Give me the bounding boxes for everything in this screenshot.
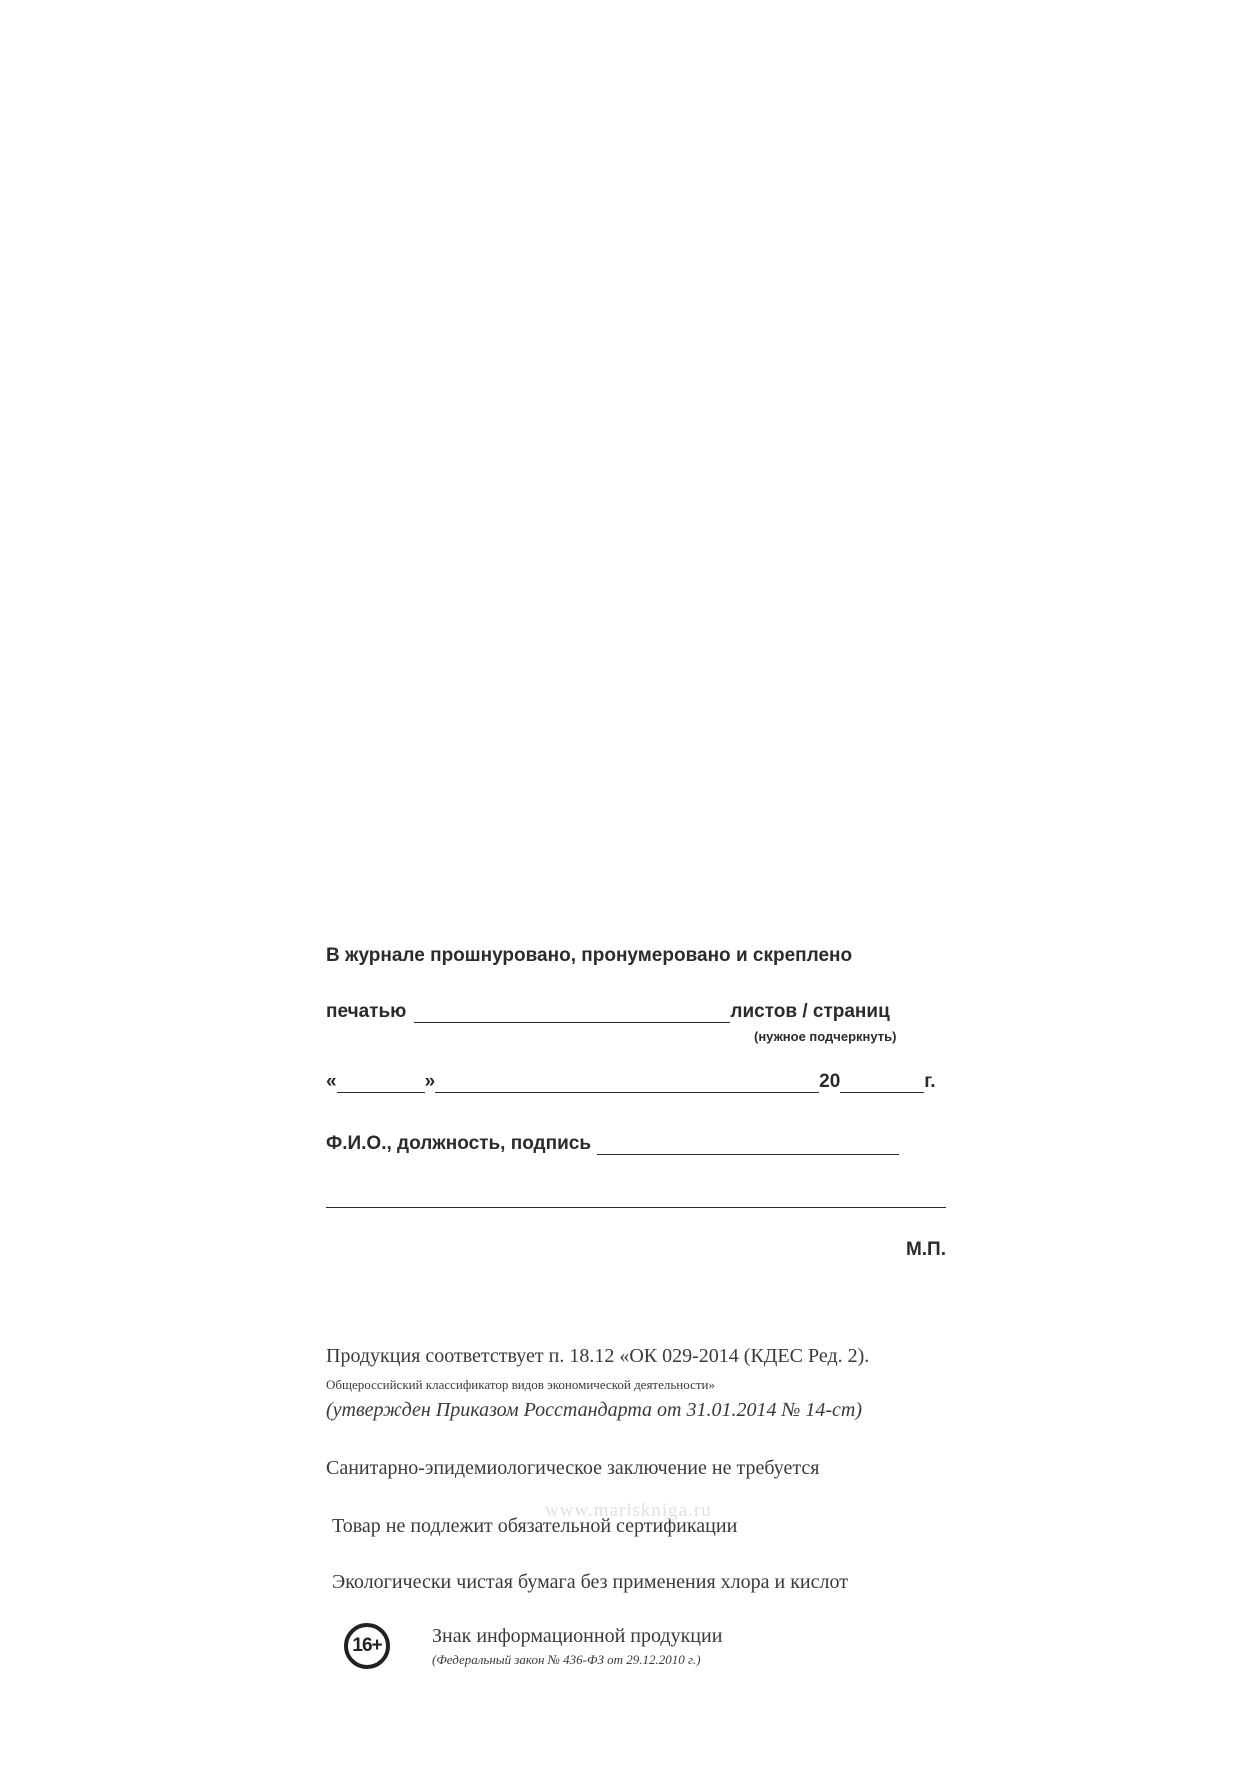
- signature-row: [326, 1133, 899, 1155]
- date-row: [326, 1071, 936, 1093]
- eco-paper-text: Экологически чистая бумага без применения хлора и кислот: [332, 1571, 848, 1593]
- full-width-blank-line: [326, 1207, 946, 1208]
- sheets-count-blank: [414, 1004, 730, 1023]
- year-prefix: 20: [819, 1071, 841, 1092]
- info-product-law: (Федеральный закон № 436-ФЗ от 29.12.2010 г.): [432, 1652, 701, 1667]
- sanitary-text: Санитарно-эпидемиологическое заключение не требуется: [326, 1457, 820, 1479]
- sheets-hint: (нужное подчеркнуть): [754, 1029, 897, 1044]
- binding-statement-text: В журнале прошнуровано, пронумеровано и скреплено: [326, 945, 853, 966]
- signature-label: Ф.И.О., должность, подпись: [326, 1133, 592, 1154]
- date-open-quote: «: [326, 1071, 337, 1092]
- binding-statement: [326, 945, 852, 967]
- compliance-text: Продукция соответствует п. 18.12 «ОК 029-2014 (КДЕС Ред. 2).: [326, 1345, 870, 1367]
- date-day-blank: [337, 1074, 425, 1093]
- date-month-blank: [435, 1074, 819, 1093]
- year-suffix: г.: [924, 1071, 936, 1092]
- sheets-count-row: [326, 1001, 890, 1023]
- date-close-quote: »: [424, 1071, 436, 1092]
- info-product-sign: [432, 1625, 722, 1668]
- stamp-place-label: М.П.: [905, 1239, 946, 1260]
- seal-label: печатью: [326, 1001, 407, 1022]
- approval-text: (утвержден Приказом Росстандарта от 31.01.2014 № 14-ст): [326, 1399, 862, 1421]
- signature-blank: [597, 1136, 899, 1155]
- certification-text: Товар не подлежит обязательной сертификации: [332, 1515, 738, 1537]
- info-product-title: Знак информационной продукции: [432, 1625, 723, 1647]
- site-watermark: www.mariskniga.ru: [545, 1500, 712, 1521]
- sheets-label: листов / страниц: [730, 1001, 890, 1022]
- age-rating-badge: 16+: [344, 1623, 390, 1669]
- date-year-blank: [840, 1074, 924, 1093]
- classifier-text: Общероссийский классификатор видов экономической деятельности»: [326, 1377, 715, 1392]
